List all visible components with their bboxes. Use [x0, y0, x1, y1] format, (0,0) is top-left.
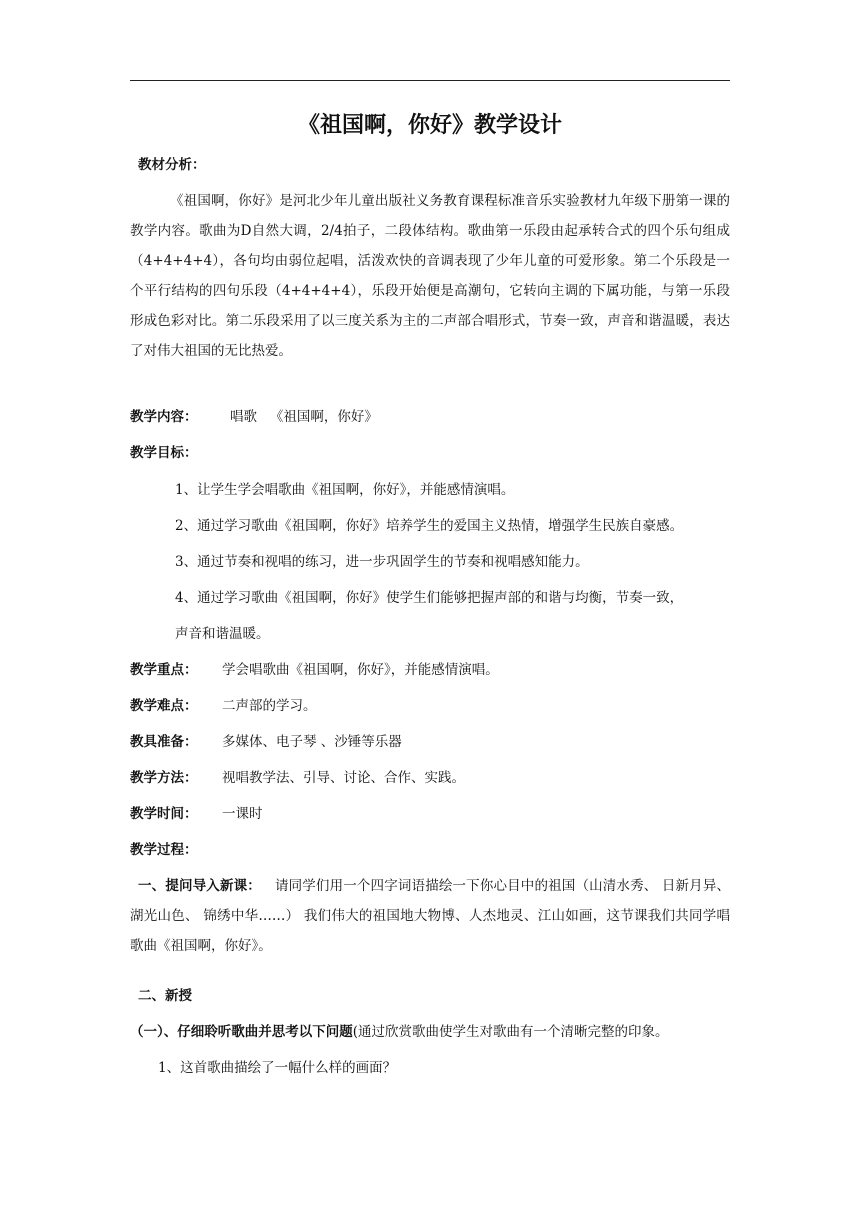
goal-item: 3、通过节奏和视唱的练习，进一步巩固学生的节奏和视唱感知能力。 — [175, 554, 589, 570]
analysis-paragraph: 《祖国啊，你好》是河北少年儿童出版社义务教育课程标准音乐实验教材九年级下册第一课的教学内容。歌曲为D自然大调，2/4拍子，二段体结构。歌曲第一乐段由起承转合式的四个乐句组成（4+4+4+4），各句均由弱位起唱，活泼欢快的音调表现了少年儿童的可爱形象。第二个乐段是一个平行结构的四句乐段（4+4+4+4），乐段开始便是高潮句，它转向主调的下属功能，与第一乐段形成色彩对比。第二乐段采用了以三度关系为主的二声部合唱形式，节奏一致，声音和谐温暖，表达了对伟大祖国的无比热爱。 — [130, 193, 730, 359]
method-row — [130, 768, 465, 788]
goal-item-continuation: 声音和谐温暖。 — [175, 626, 270, 642]
sub1-text: (通过欣赏歌曲使学生对歌曲有一个清晰完整的印象。 — [352, 1024, 669, 1040]
time-row — [130, 804, 263, 824]
question-item: 1、这首歌曲描绘了一幅什么样的画面？ — [158, 1060, 397, 1076]
step1-label: 一、提问导入新课： — [138, 878, 261, 894]
method-label: 教学方法： — [130, 770, 198, 786]
process-label: 教学过程： — [130, 842, 198, 858]
content-value: 唱歌 《祖国啊，你好》 — [230, 409, 378, 425]
analysis-heading: 教材分析： — [138, 157, 206, 173]
document-title: 《祖国啊，你好》教学设计 — [297, 113, 562, 138]
difficulty-label: 教学难点： — [130, 698, 198, 714]
goals-label: 教学目标： — [130, 445, 198, 461]
difficulty-row — [130, 696, 317, 716]
step1-text: 请同学们用一个四字词语描绘一下你心目中的祖国（山清水秀、 日新月异、 湖光山色、 锦绣中华……） 我们伟大的祖国地大物博、人杰地灵、江山如画，这节课我们共同学唱歌曲《祖国啊，你好》。 — [130, 878, 730, 954]
sub1-label: （一）、仔细聆听歌曲并思考以下问题 — [130, 1024, 353, 1040]
content-label: 教学内容： — [130, 409, 198, 425]
key-label: 教学重点： — [130, 662, 198, 678]
step1-paragraph — [130, 871, 730, 961]
tools-row — [130, 732, 402, 752]
difficulty-value: 二声部的学习。 — [222, 698, 317, 714]
tools-value: 多媒体、电子琴 、沙锤等乐器 — [222, 734, 402, 750]
time-value: 一课时 — [222, 806, 263, 822]
step2-label: 二、新授 — [138, 988, 192, 1004]
content-row — [130, 407, 378, 427]
key-value: 学会唱歌曲《祖国啊，你好》，并能感情演唱。 — [222, 662, 499, 678]
sub1-row — [130, 1022, 669, 1042]
time-label: 教学时间： — [130, 806, 198, 822]
goal-item: 4、通过学习歌曲《祖国啊，你好》使学生们能够把握声部的和谐与均衡，节奏一致， — [175, 590, 684, 606]
header-rule — [130, 80, 730, 81]
goal-item: 1、让学生学会唱歌曲《祖国啊，你好》，并能感情演唱。 — [175, 482, 515, 498]
tools-label: 教具准备： — [130, 734, 198, 750]
key-row — [130, 660, 499, 680]
method-value: 视唱教学法、引导、讨论、合作、实践。 — [222, 770, 465, 786]
goal-item: 2、通过学习歌曲《祖国啊，你好》培养学生的爱国主义热情，增强学生民族自豪感。 — [175, 518, 684, 534]
